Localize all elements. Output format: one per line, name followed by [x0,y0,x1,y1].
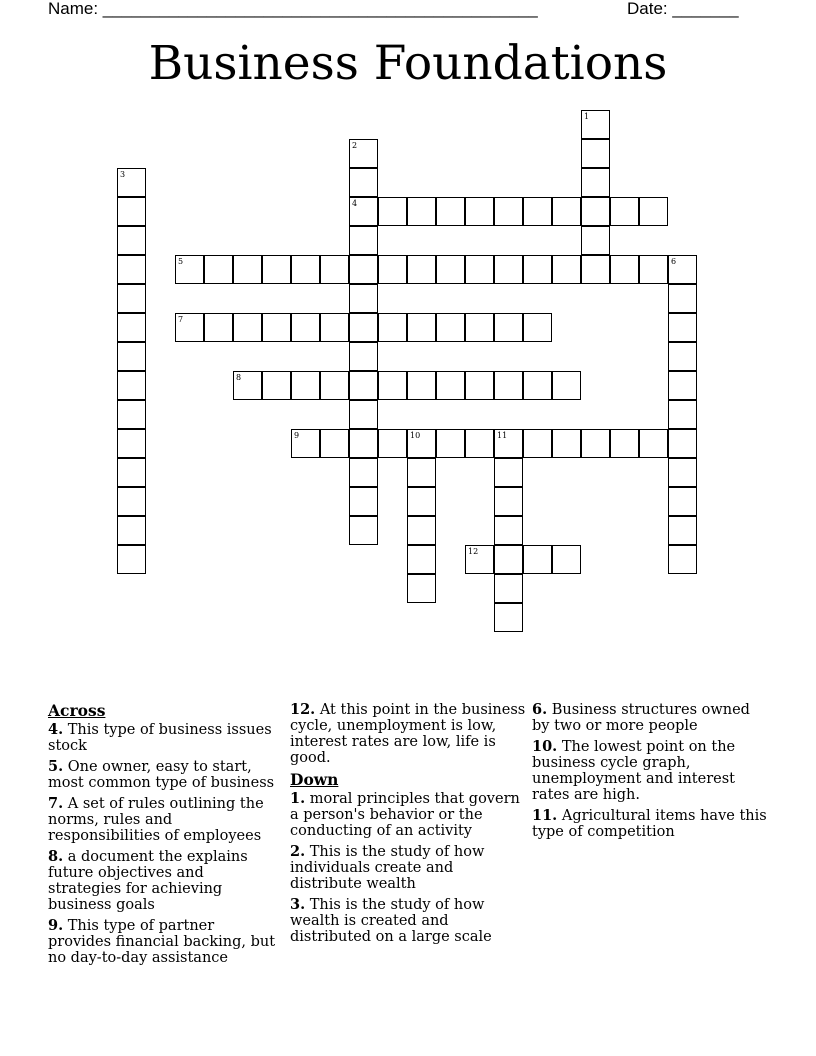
grid-cell[interactable] [407,429,436,458]
clue-number: 7. [48,795,64,812]
grid-cell[interactable] [494,603,523,632]
grid-cell[interactable] [291,255,320,284]
grid-cell[interactable] [465,313,494,342]
grid-cell[interactable] [175,255,204,284]
grid-cell[interactable] [291,429,320,458]
grid-cell[interactable] [668,342,697,371]
grid-cell[interactable] [552,371,581,400]
clue-number-label: 4 [352,199,358,208]
clue-text: Business structures owned by two or more people [532,702,750,734]
grid-cell[interactable] [668,429,697,458]
down-clue-10 [532,739,772,803]
grid-cell[interactable] [204,313,233,342]
clue-number: 6. [532,701,548,718]
grid-cell[interactable] [436,429,465,458]
down-clue-1 [290,791,526,839]
grid-cell[interactable] [349,400,378,429]
grid-cell[interactable] [349,313,378,342]
grid-cell[interactable] [494,197,523,226]
grid-cell[interactable] [349,139,378,168]
grid-cell[interactable] [117,342,146,371]
name-field-label: Name: ______________________________________________ [48,0,538,18]
clue-column-2 [290,702,526,950]
clue-text: a document the explains future objectives and strategies for achieving business goals [48,849,248,913]
grid-cell[interactable] [320,255,349,284]
grid-cell[interactable] [378,197,407,226]
clue-number: 10. [532,738,558,755]
grid-cell[interactable] [610,255,639,284]
grid-cell[interactable] [117,284,146,313]
grid-cell[interactable] [349,458,378,487]
grid-cell[interactable] [349,168,378,197]
clue-number: 1. [290,790,306,807]
grid-cell[interactable] [581,110,610,139]
grid-cell[interactable] [581,226,610,255]
grid-cell[interactable] [523,313,552,342]
grid-cell[interactable] [523,371,552,400]
grid-cell[interactable] [610,197,639,226]
grid-cell[interactable] [204,255,233,284]
clue-number-label: 3 [120,170,126,179]
across-clue-4 [48,722,280,754]
date-field-label: Date: _______ [627,0,739,18]
grid-cell[interactable] [117,255,146,284]
grid-cell[interactable] [407,255,436,284]
grid-cell[interactable] [668,371,697,400]
grid-cell[interactable] [494,516,523,545]
clue-column-1 [48,702,280,971]
across-clue-5 [48,759,280,791]
grid-cell[interactable] [639,197,668,226]
clue-text: At this point in the business cycle, unemployment is low, interest rates are low, life is good. [290,702,526,766]
grid-cell[interactable] [117,168,146,197]
grid-cell[interactable] [581,255,610,284]
clue-text: This type of partner provides financial backing, but no day-to-day assistance [48,918,276,966]
grid-cell[interactable] [378,371,407,400]
clue-number: 11. [532,807,558,824]
grid-cell[interactable] [610,429,639,458]
grid-cell[interactable] [233,255,262,284]
grid-cell[interactable] [407,487,436,516]
grid-cell[interactable] [552,255,581,284]
grid-cell[interactable] [378,255,407,284]
across-clue-7 [48,796,280,844]
clue-column-3 [532,702,772,845]
grid-cell[interactable] [668,516,697,545]
clue-number: 3. [290,896,306,913]
grid-cell[interactable] [494,429,523,458]
grid-cell[interactable] [436,255,465,284]
grid-cell[interactable] [407,197,436,226]
clue-number: 8. [48,848,64,865]
clue-text: The lowest point on the business cycle graph, unemployment and interest rates are high. [532,739,736,803]
clue-number-label: 5 [178,257,184,266]
grid-cell[interactable] [320,371,349,400]
grid-cell[interactable] [407,458,436,487]
grid-cell[interactable] [436,313,465,342]
clue-number-label: 9 [294,431,300,440]
grid-cell[interactable] [552,197,581,226]
down-heading: Down [290,770,339,789]
down-clue-2 [290,844,526,892]
grid-cell[interactable] [117,400,146,429]
grid-cell[interactable] [233,371,262,400]
clue-number-label: 12 [468,547,479,556]
clue-number: 9. [48,917,64,934]
grid-cell[interactable] [117,545,146,574]
clue-number: 2. [290,843,306,860]
grid-cell[interactable] [320,429,349,458]
grid-cell[interactable] [465,255,494,284]
clue-number-label: 10 [410,431,421,440]
grid-cell[interactable] [581,197,610,226]
clue-number: 5. [48,758,64,775]
grid-cell[interactable] [378,313,407,342]
clue-number: 12. [290,701,316,718]
grid-cell[interactable] [465,371,494,400]
grid-cell[interactable] [320,313,349,342]
grid-cell[interactable] [523,429,552,458]
clue-number-label: 2 [352,141,358,150]
grid-cell[interactable] [668,400,697,429]
grid-cell[interactable] [349,342,378,371]
grid-cell[interactable] [262,255,291,284]
grid-cell[interactable] [117,371,146,400]
clue-text: This type of business issues stock [48,722,272,754]
grid-cell[interactable] [117,429,146,458]
grid-cell[interactable] [407,516,436,545]
clue-number-label: 11 [497,431,508,440]
grid-cell[interactable] [494,545,523,574]
grid-cell[interactable] [349,429,378,458]
grid-cell[interactable] [494,255,523,284]
down-clue-6 [532,702,772,734]
grid-cell[interactable] [407,313,436,342]
grid-cell[interactable] [639,429,668,458]
grid-cell[interactable] [117,487,146,516]
clue-text: One owner, easy to start, most common type of business [48,759,275,791]
grid-cell[interactable] [262,313,291,342]
clue-text: This is the study of how individuals create and distribute wealth [290,844,485,892]
clue-text: Agricultural items have this type of competition [532,808,767,840]
grid-cell[interactable] [552,429,581,458]
grid-cell[interactable] [523,197,552,226]
grid-cell[interactable] [668,284,697,313]
grid-cell[interactable] [349,371,378,400]
grid-cell[interactable] [494,371,523,400]
grid-cell[interactable] [117,313,146,342]
grid-cell[interactable] [581,429,610,458]
grid-cell[interactable] [349,226,378,255]
grid-cell[interactable] [668,255,697,284]
clue-number-label: 6 [671,257,677,266]
page-title: Business Foundations [148,36,668,91]
clue-number-label: 7 [178,315,184,324]
grid-cell[interactable] [523,545,552,574]
grid-cell[interactable] [668,313,697,342]
grid-cell[interactable] [465,429,494,458]
grid-cell[interactable] [436,371,465,400]
across-heading: Across [48,701,106,720]
grid-cell[interactable] [581,168,610,197]
clue-number-label: 1 [584,112,590,121]
across-clue-8 [48,849,280,913]
grid-cell[interactable] [668,545,697,574]
grid-cell[interactable] [465,545,494,574]
grid-cell[interactable] [407,371,436,400]
down-clue-3 [290,897,526,945]
clue-number-label: 8 [236,373,242,382]
across-clue-12 [290,702,526,766]
grid-cell[interactable] [407,574,436,603]
grid-cell[interactable] [117,516,146,545]
clue-number: 4. [48,721,64,738]
grid-cell[interactable] [436,197,465,226]
grid-cell[interactable] [494,574,523,603]
down-clue-11 [532,808,772,840]
grid-cell[interactable] [117,197,146,226]
grid-cell[interactable] [349,284,378,313]
grid-cell[interactable] [465,197,494,226]
grid-cell[interactable] [494,487,523,516]
grid-cell[interactable] [668,487,697,516]
across-clue-9 [48,918,280,966]
clue-text: moral principles that govern a person's behavior or the conducting of an activity [290,791,520,839]
clue-text: A set of rules outlining the norms, rules and responsibilities of employees [48,796,264,844]
grid-cell[interactable] [349,197,378,226]
grid-cell[interactable] [349,487,378,516]
grid-cell[interactable] [175,313,204,342]
clue-text: This is the study of how wealth is created and distributed on a large scale [290,897,492,945]
grid-cell[interactable] [262,371,291,400]
grid-cell[interactable] [349,516,378,545]
grid-cell[interactable] [117,226,146,255]
grid-cell[interactable] [291,371,320,400]
grid-cell[interactable] [233,313,262,342]
grid-cell[interactable] [117,458,146,487]
grid-cell[interactable] [639,255,668,284]
grid-cell[interactable] [407,545,436,574]
grid-cell[interactable] [668,458,697,487]
grid-cell[interactable] [552,545,581,574]
grid-cell[interactable] [349,255,378,284]
grid-cell[interactable] [378,429,407,458]
grid-cell[interactable] [523,255,552,284]
grid-cell[interactable] [494,313,523,342]
grid-cell[interactable] [494,458,523,487]
grid-cell[interactable] [291,313,320,342]
grid-cell[interactable] [581,139,610,168]
